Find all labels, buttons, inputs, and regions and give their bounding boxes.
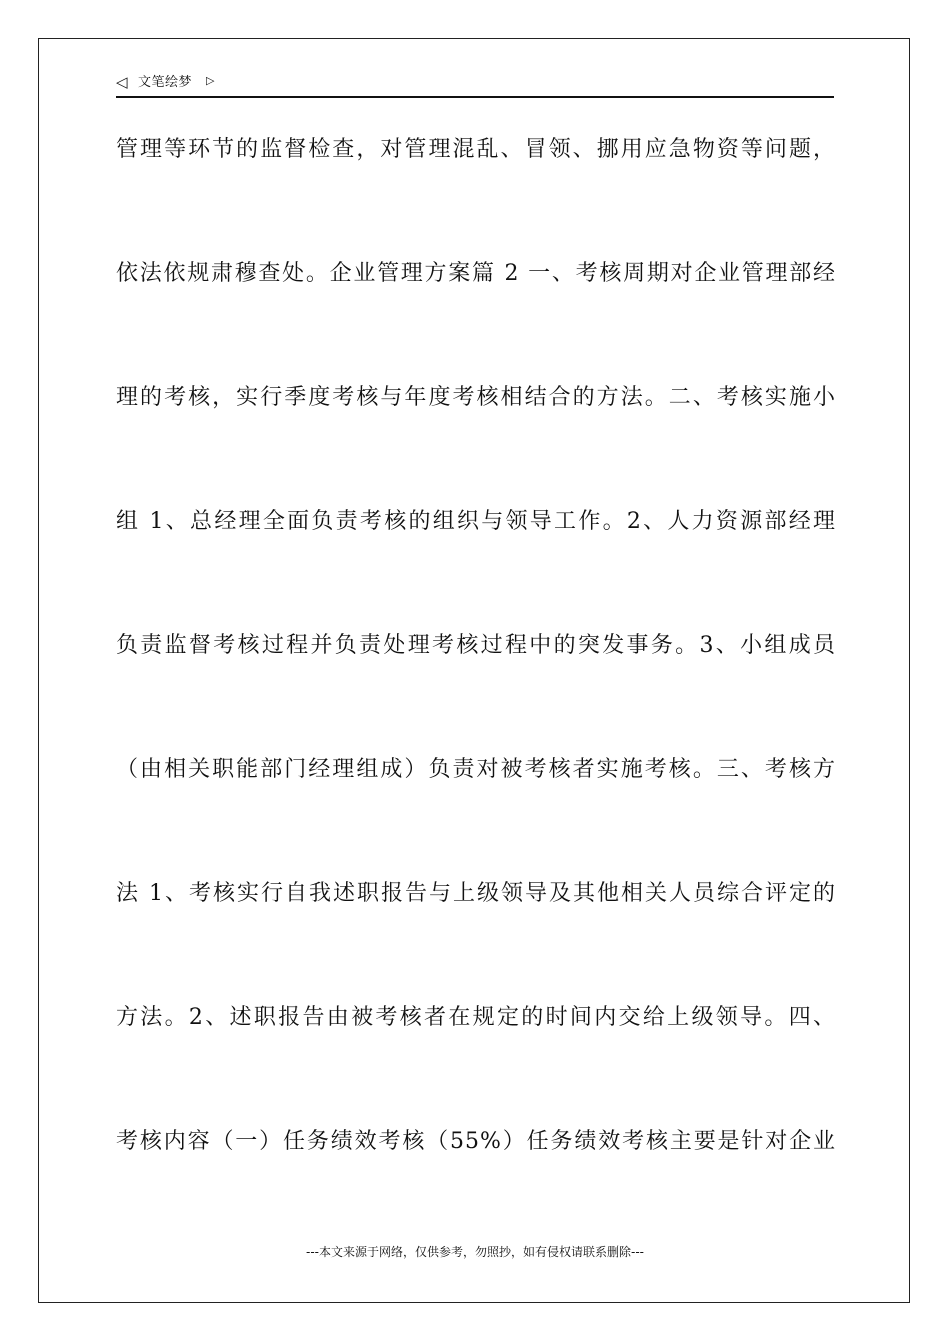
body-line: 法 1、考核实行自我述职报告与上级领导及其他相关人员综合评定的 — [116, 881, 836, 906]
body-line: （由相关职能部门经理组成）负责对被考核者实施考核。三、考核方 — [116, 757, 836, 782]
body-line: 理的考核，实行季度考核与年度考核相结合的方法。二、考核实施小 — [116, 385, 836, 410]
body-line: 方法。2、述职报告由被考核者在规定的时间内交给上级领导。四、 — [116, 1005, 836, 1030]
body-line: 依法依规肃穆查处。企业管理方案篇 2 一、考核周期对企业管理部经 — [116, 261, 836, 286]
header-title: 文笔绘梦 — [138, 75, 193, 90]
body-line: 组 1、总经理全面负责考核的组织与领导工作。2、人力资源部经理 — [116, 509, 836, 534]
triangle-left-icon: ◁ — [116, 73, 128, 91]
footer-disclaimer: ---本文来源于网络，仅供参考，勿照抄，如有侵权请联系删除--- — [306, 1245, 644, 1259]
body-line: 管理等环节的监督检查，对管理混乱、冒领、挪用应急物资等问题， — [116, 137, 836, 162]
triangle-right-icon: ▷ — [206, 74, 215, 87]
page-header — [116, 70, 834, 98]
document-body — [116, 128, 836, 1244]
body-line: 考核内容（一）任务绩效考核（55%）任务绩效考核主要是针对企业 — [116, 1129, 836, 1154]
body-line: 负责监督考核过程并负责处理考核过程中的突发事务。3、小组成员 — [116, 633, 836, 658]
